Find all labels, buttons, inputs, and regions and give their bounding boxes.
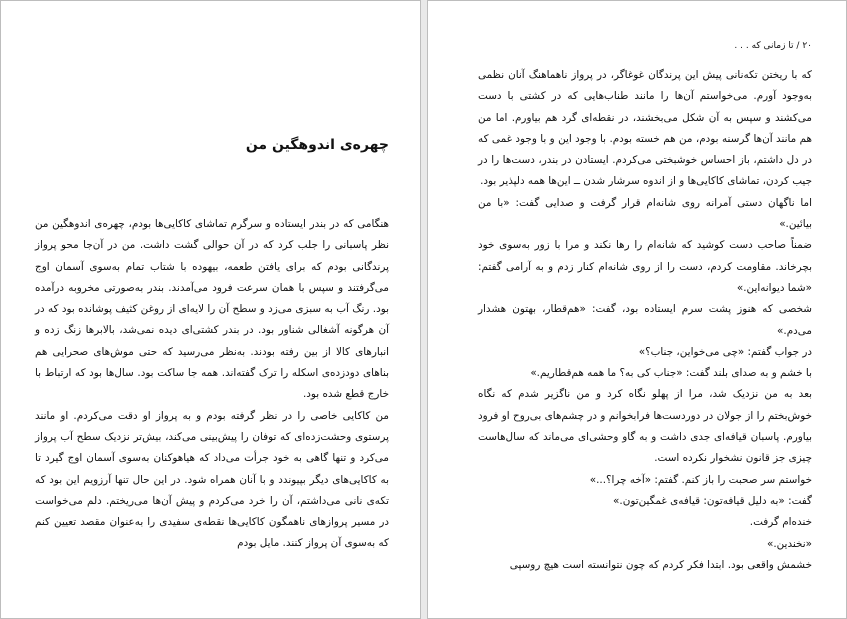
paragraph: «نخندین.» [766,537,812,550]
paragraph: گفت: «به دلیل قیافه‌تون: قیافه‌ی غمگین‌تون.» [613,494,812,507]
paragraph: من کاکایی خاصی را در نظر گرفته بودم و به پرواز او دقت می‌کردم. او مانند پرستوی وحشت‌زده‌ای که توفان را پیش‌بینی می‌کند، بیش‌تر نزدیک سطح آب پرواز می‌کرد و تنها گاهی به خود جرأت می‌داد که هیاهوکنان به‌سوی آسمان اوج گیرد تا به کاکایی‌های دیگر بپیوندد و با آنان همراه شود. در این حال تنها آرزویم این بود که تکه‌ی نانی می‌داشتم، آن را خرد می‌کردم و پیش آن‌ها می‌ریختم. دلم می‌خواست در مسیر پروازهای ناهمگون کاکایی‌ها نقطه‌ی سفیدی را به‌عنوان مقصد تعیین کنم که به‌سوی آن پرواز کنند. مایل بودم [35,409,389,550]
paragraph: اما ناگهان دستی آمرانه روی شانه‌ام قرار گرفت و صدایی گفت: «با من بیائین.» [478,196,812,231]
paragraph: خواستم سر صحبت را باز کنم. گفتم: «آخه چرا؟...» [589,473,812,486]
paragraph: که با ریختن تکه‌نانی پیش این پرندگان غوغاگر، در پرواز ناهماهنگ آنان نظمی به‌وجود آورم. می‌خواستم آن‌ها را مانند طناب‌هایی که در کشتی با دست می‌کشند و سپس به آن شکل می‌بخشند، در نقطه‌ای گرد هم بیاورم. اما من هم مانند آن‌ها گرسنه بودم، من هم خسته بودم. با وجود این و با وجود غمی که در دل داشتم، باز احساس خوشبختی می‌کردم. ایستادن در بندر، دست‌ها را در جیب کردن، تماشای کاکایی‌ها و از اندوه سرشار شدن ــ این‌ها همه دلپذیر بود. [478,69,812,188]
paragraph: شخصی که هنوز پشت سرم ایستاده بود، گفت: «هم‌قطار، بهتون هشدار می‌دم.» [478,303,812,337]
right-page-body [478,65,812,576]
paragraph: ضمناً صاحب دست کوشید که شانه‌ام را رها نکند و مرا با زور به‌سوی خود بچرخاند. مقاومت کردم، دست را از روی شانه‌ام کنار زدم و به آرامی گفتم: «شما دیوانه‌این.» [478,239,812,294]
running-head: ۲۰ / تا زمانی که . . . [734,41,812,51]
left-page [0,0,421,619]
chapter-title: چهره‌ی اندوهگین من [245,137,389,153]
left-page-body [35,214,389,555]
paragraph: خنده‌ام گرفت. [749,516,812,529]
paragraph: خشمش واقعی بود. ابتدا فکر کردم که چون نتوانسته است هیچ روسپی [509,558,812,571]
paragraph: با خشم و به صدای بلند گفت: «جناب کی به؟ ما همه هم‌قطاریم.» [530,367,812,380]
paragraph: هنگامی که در بندر ایستاده و سرگرم تماشای کاکایی‌ها بودم، چهره‌ی اندوهگین من نظر پاسبانی را جلب کرد که در آن حوالی گشت داشت. من در آن‌جا محو پرواز پرندگانی بودم که برای یافتن طعمه، بیهوده با شتاب تمام به‌سوی آسمان اوج می‌گرفتند و سپس با همان سرعت فرود می‌آمدند. بندر به‌صورتی مخروبه درآمده بود. رنگ آب به سبزی می‌زد و سطح آن را لایه‌ای از روغن کثیف پوشانده بود که در آن هرگونه آشغالی شناور بود. در بندر کشتی‌ای دیده نمی‌شد، بالابرها زنگ زده و انبارهای کالا از بین رفته بودند. به‌نظر می‌رسید که حتی موش‌های صحرایی هم بناهای دودزده‌ی اسکله را ترک گفته‌اند. همه جا ساکت بود. سال‌ها بود که ارتباط با خارج قطع شده بود. [35,218,389,401]
right-page [427,0,847,619]
paragraph: بعد به من نزدیک شد، مرا از پهلو نگاه کرد و من ناگزیر شدم که نگاه خوش‌بختم را از جولان در دوردست‌ها فرابخوانم و در چشم‌های بی‌روح او فرود بیاورم. پاسبان قیافه‌ای جدی داشت و به گاو وحشی‌ای می‌ماند که سال‌هاست چیزی جز قانون نشخوار نکرده است. [478,388,812,465]
paragraph: در جواب گفتم: «چی می‌خواین، جناب؟» [638,345,812,358]
